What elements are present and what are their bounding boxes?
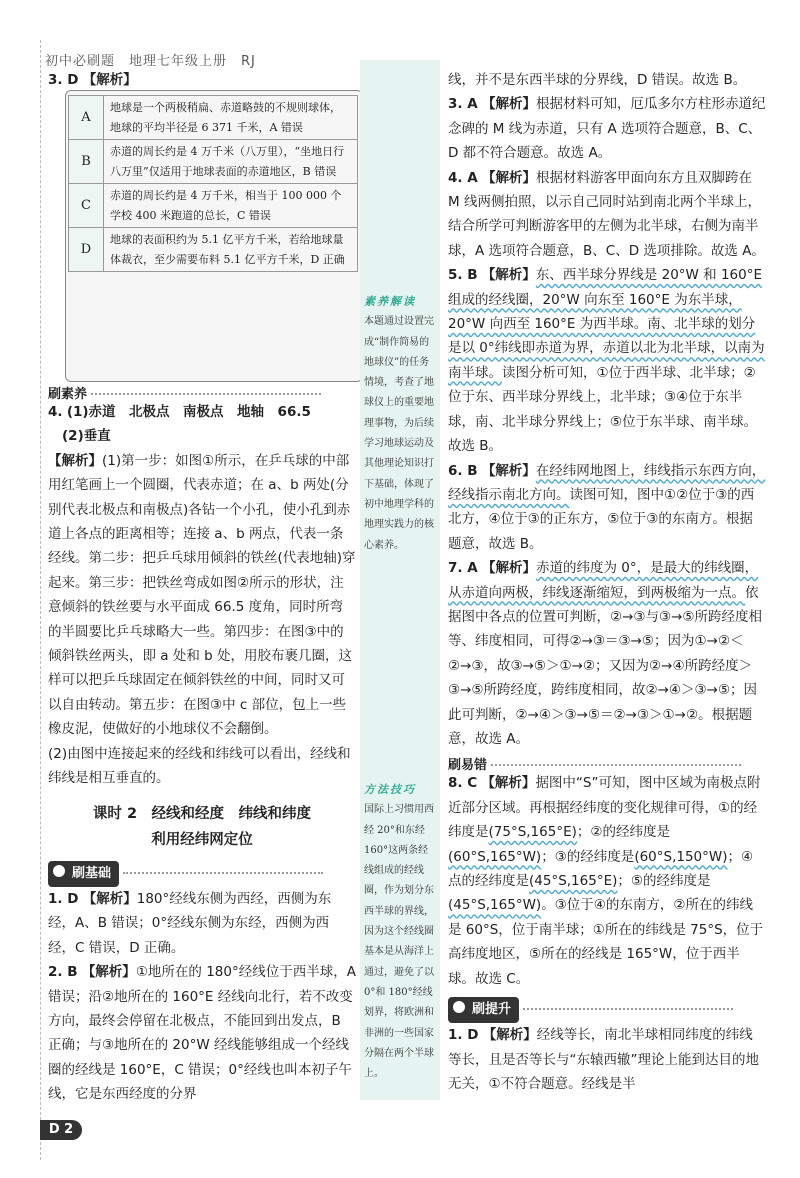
- answer-line: (1)赤道 北极点 南极点 地轴 66.5: [66, 404, 311, 420]
- option-label: D: [69, 228, 104, 272]
- option-table-wrap: [68, 95, 358, 272]
- analysis-text: 读图可知，图中①②位于③的西北方，④位于③的正东方，⑤位于③的东南方。根据题意，故选 B。: [448, 486, 755, 552]
- option-text: 赤道的周长约是 4 万千米（八万里），“坐地日行八万里”仅适用于地球表面的赤道地区，B 错误: [104, 140, 358, 184]
- answer-head: 2. B: [48, 964, 78, 981]
- analysis-tag: 【解析】: [481, 267, 536, 284]
- note-title: 素养解读: [364, 295, 416, 308]
- answer-head: 3. D: [48, 72, 79, 88]
- analysis-text: 经线等长，南北半球相同纬度的纬线等长，且是否等长与“东辕西辙”理论上能到达目的地无关，①不符合题意。经线是半: [448, 1027, 759, 1093]
- answer-head: 4. A: [448, 169, 478, 186]
- coordinate: (45°S,165°W): [448, 897, 542, 914]
- analysis-text: 依据图中各点的位置可判断，②→③与③→⑤所跨经度相等、纬度相同，可得②→③＝③→⑤；因为①→②＜②→③，故③→⑤＞①→②；又因为②→④所跨经度＞③→⑤所跨经度，跨纬度相同，故②→④＞③→⑤；因此可判断，②→④＞③→⑤＝②→③＞①→②。根据题意，故选 A。: [448, 584, 763, 747]
- note-title: 方法技巧: [364, 783, 416, 796]
- key-point: 赤道的纬度为 0°，是最大的纬线圈，从赤道向两极，纬线逐渐缩短，到两极缩为一点。: [448, 560, 759, 601]
- analysis-tag: 【解析】: [482, 1027, 537, 1044]
- option-label: B: [69, 140, 104, 184]
- analysis-tag: 【解析】: [82, 72, 137, 88]
- option-text: 地球的表面积约为 5.1 亿平方千米，若给地球量体裁衣，至少需要布料 5.1 亿平方千米，D 正确: [104, 228, 358, 272]
- analysis-text: 据图中“S”可知，图中区域为南极点附近部分区域。再根据经纬度的变化规律可得，①的经纬度是: [448, 775, 761, 841]
- option-table: [68, 95, 358, 272]
- dotted-rule: [523, 1008, 733, 1010]
- continued-text: 线，并不是东西半球的分界线，D 错误。故选 B。: [448, 72, 747, 88]
- answer-line: (2)垂直: [62, 428, 111, 445]
- analysis-text: ；④点的经纬度是: [448, 848, 754, 889]
- note-literacy: [364, 292, 436, 556]
- table-row: [69, 228, 358, 272]
- answer-head: 4.: [48, 404, 63, 420]
- section-title: 刷易错: [448, 758, 488, 774]
- question-3: [48, 68, 356, 92]
- left-column: [48, 68, 356, 92]
- analysis-tag: 【解析】: [481, 169, 536, 186]
- analysis-text: (2)由图中连接起来的经线和纬线可以看出，经线和纬线是相互垂直的。: [48, 745, 351, 787]
- question-3: [448, 92, 766, 165]
- question-4: [48, 400, 356, 791]
- analysis-text: 。③位于④的东南方，②所在的纬线是 60°S，位于南半球；①所在的纬线是 75°S，位于高纬度地区，⑤所在的经线是 165°W，位于西半球。故选 C。: [448, 897, 764, 987]
- dotted-rule: [91, 393, 321, 395]
- note-method: [364, 780, 436, 1084]
- analysis-text: 180°经线东侧为西经，西侧为东经，A、B 错误；0°经线东侧为东经，西侧为西经，C 错误，D 正确。: [48, 890, 332, 956]
- note-text: 国际上习惯用西经 20°和东经 160°这两条经线组成的经线圈，作为划分东西半球的界线，因为这个经线圈基本是从海洋上通过，避免了以 0°和 180°经线划界，将欧洲和非洲的一些国家分隔在两个半球上。: [364, 804, 434, 1080]
- answer-head: 6. B: [448, 462, 478, 479]
- analysis-tag: 【解析】: [82, 890, 137, 907]
- analysis-tag: 【解析】: [481, 775, 536, 792]
- question-1: [48, 887, 356, 960]
- analysis-text: 读图分析可知，①位于西半球、北半球；②位于东、西半球分界线上，北半球；③④位于东半球，南、北半球分界线上；⑤位于东半球、南半球。故选 B。: [448, 364, 758, 455]
- analysis-tag: 【解析】: [481, 560, 536, 577]
- analysis-text: ；⑤的经纬度是: [617, 873, 711, 889]
- coordinate: (75°S,165°E): [488, 824, 577, 841]
- section-header: [48, 382, 356, 400]
- question-8: [448, 771, 766, 991]
- question-4: [448, 166, 766, 264]
- analysis-tag: 【解析】: [48, 452, 102, 469]
- key-point: 在经纬网地图上，纬线指示东西方向，经线指示南北方向。: [448, 462, 766, 503]
- margin-divider: [40, 40, 41, 1160]
- question-6: [448, 459, 766, 557]
- coordinate: (60°S,150°W): [634, 848, 728, 865]
- analysis-text: ；③的经纬度是: [541, 848, 635, 865]
- analysis-text: 根据材料游客甲面向东方且双脚跨在 M 线两侧拍照，以示自己同时站到南北两个半球上，结合所学可判断游客甲的左侧为北半球，右侧为南半球，A 选项符合题意，B、C、D 选项排除。故选 A。: [448, 169, 765, 259]
- analysis-tag: 【解析】: [481, 96, 536, 113]
- section-title: 刷素养: [48, 387, 88, 402]
- analysis-tag: 【解析】: [81, 964, 136, 981]
- answer-head: 5. B: [448, 267, 478, 284]
- coordinate: (60°S,165°W): [448, 848, 542, 865]
- lesson-title: 课时 2 经线和经度 纬线和纬度: [92, 805, 312, 822]
- analysis-text: (1)第一步：如图①所示，在乒乓球的中部用红笔画上一个圆圈，代表赤道；在 a、b 两处(分别代表北极点和南极点)各钻一个小孔，使小孔到赤道上各点的距离相等；连接 a、b 两点，代表一条经线。第二步：把乒乓球用倾斜的铁丝(代表地轴)穿起来。第三步：把铁丝弯成如图②所示的形状，注意倾斜的铁丝要与水平面成 66.5 度角，同时所弯的半圆要比乒乓球略大一些。第四步：在图③中的倾斜铁丝两头，即 a 处和 b 处，用胶布裹几圈，这样可以把乒乓球固定在倾斜铁丝的中间，同时又可以自由转动。第五步：在图③中 c 部位，包上一些橡皮泥，使做好的小地球仪不会翻倒。: [48, 452, 356, 738]
- answer-head: 7. A: [448, 560, 478, 577]
- dotted-rule: [123, 872, 323, 874]
- table-row: [69, 140, 358, 184]
- key-point: 东、西半球分界线是 20°W 和 160°E 组成的经线圈，20°W 向东至 160°E 为东半球，20°W 向西至 160°E 为西半球。南、北半球的划分是以 0°纬线即赤道为界，赤道以北为北半球，以南为南半球。: [448, 267, 765, 381]
- lesson-subtitle: 利用经纬网定位: [151, 831, 253, 848]
- answer-head: 1. D: [448, 1027, 479, 1044]
- analysis-tag: 【解析】: [481, 462, 536, 479]
- section-header: [48, 861, 356, 887]
- note-text: 本题通过设置完成“制作简易的地球仪”的任务情境，考查了地球仪上的重要地理事物，为后续学习地球运动及其他理论知识打下基础，体现了初中地理学科的地理实践力的核心素养。: [364, 316, 434, 551]
- option-text: 赤道的周长约是 4 万千米，相当于 100 000 个学校 400 米跑道的总长，C 错误: [104, 184, 358, 228]
- running-header: 初中必刷题 地理七年级上册 RJ: [45, 54, 256, 69]
- option-text: 地球是一个两极稍扁、赤道略鼓的不规则球体，地球的平均半径是 6 371 千米，A 错误: [104, 96, 358, 140]
- answer-head: 1. D: [48, 890, 79, 907]
- dotted-rule: [491, 764, 741, 766]
- question-2: [48, 960, 356, 1106]
- section-badge: 刷提升: [448, 997, 519, 1023]
- section-header: [448, 997, 766, 1023]
- coordinate: (45°S,165°E): [529, 873, 618, 889]
- option-label: C: [69, 184, 104, 228]
- left-column-lower: [48, 382, 356, 1107]
- table-row: [69, 184, 358, 228]
- analysis-text: ①地所在的 180°经线位于西半球，A 错误；沿②地所在的 160°E 经线向北行，若不改变方向，最终会停留在北极点，不能回到出发点，B 正确；与③地所在的 20°W 经线能够组成一个经线圈的经线是 160°E，C 错误；0°经线也叫本初子午线，它是东西经度的分界: [48, 964, 356, 1103]
- right-column: [448, 68, 766, 1097]
- page-number: D 2: [40, 1120, 82, 1140]
- section-badge: 刷基础: [48, 861, 119, 887]
- table-row: [69, 96, 358, 140]
- answer-head: 8. C: [448, 775, 478, 792]
- question-5: [448, 263, 766, 458]
- question-1: [448, 1023, 766, 1096]
- analysis-text: ；②的经纬度是: [576, 824, 670, 841]
- analysis-text: 根据材料可知，厄瓜多尔方柱形赤道纪念碑的 M 线为赤道，只有 A 选项符合题意，B、C、D 都不符合题意。故选 A。: [448, 96, 766, 162]
- question-7: [448, 556, 766, 751]
- option-label: A: [69, 96, 104, 140]
- answer-head: 3. A: [448, 96, 478, 113]
- section-header: [448, 753, 766, 774]
